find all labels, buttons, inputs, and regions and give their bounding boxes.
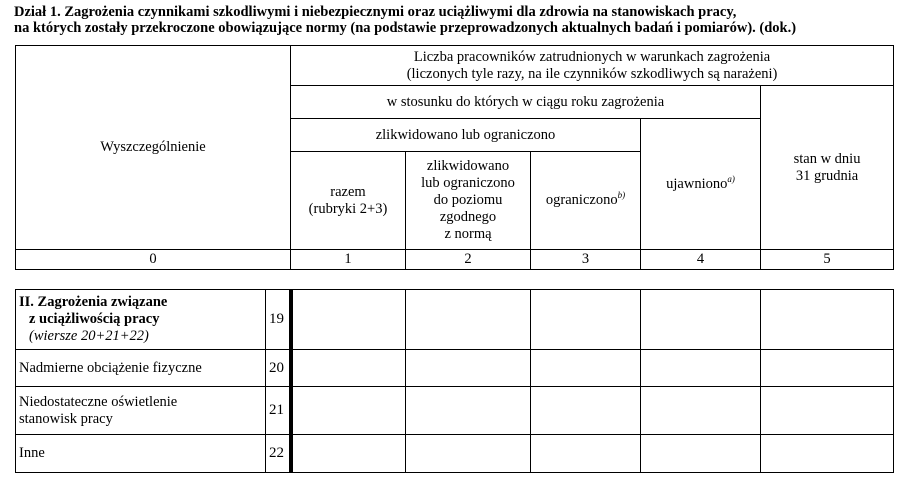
cell-21-1[interactable] — [291, 387, 406, 435]
table-row — [16, 435, 894, 473]
section-title — [14, 4, 904, 36]
header-ujawniono — [641, 119, 761, 250]
header-stan — [761, 86, 894, 250]
header-stan-line-2: 31 grudnia — [795, 167, 859, 184]
footnote-a-marker: a) — [727, 173, 735, 184]
header-zlikw-line-2: lub ograniczono — [421, 175, 515, 191]
cell-19-4[interactable] — [641, 290, 761, 350]
title-line-1: Dział 1. Zagrożenia czynnikami szkodliwymi i niebezpiecznymi oraz uciążliwymi dla zdrowia na stanowiskach pracy, — [14, 4, 737, 20]
cell-21-3[interactable] — [531, 387, 641, 435]
header-group-line-1: Liczba pracowników zatrudnionych w warunkach zagrożenia — [413, 48, 771, 65]
cell-19-1[interactable] — [291, 290, 406, 350]
header-zlikw-line-3: do poziomu — [433, 192, 503, 208]
header-group — [291, 46, 894, 86]
table-row — [16, 387, 894, 435]
cell-21-2[interactable] — [406, 387, 531, 435]
row-21-line-2: stanowisk pracy — [19, 410, 113, 427]
header-zlikw-do-normy — [406, 152, 531, 250]
row-21-line-1: Niedostateczne oświetlenie — [19, 393, 178, 410]
cell-22-2[interactable] — [406, 435, 531, 473]
col-number-2: 2 — [406, 250, 531, 270]
cell-20-5[interactable] — [761, 350, 894, 387]
col-number-0: 0 — [16, 250, 291, 270]
cell-22-5[interactable] — [761, 435, 894, 473]
header-stan-line-1: stan w dniu — [793, 150, 861, 167]
cell-21-5[interactable] — [761, 387, 894, 435]
header-wyszczegolnienie: Wyszczególnienie — [16, 46, 291, 250]
row-label-20: Nadmierne obciążenie fizyczne — [16, 350, 266, 387]
cell-20-4[interactable] — [641, 350, 761, 387]
row-label-21 — [16, 387, 266, 435]
col-number-5: 5 — [761, 250, 894, 270]
cell-22-1[interactable] — [291, 435, 406, 473]
cell-20-1[interactable] — [291, 350, 406, 387]
table-row — [16, 290, 894, 350]
row-19-line-1: II. Zagrożenia związane — [19, 294, 168, 310]
cell-19-5[interactable] — [761, 290, 894, 350]
row-number-20: 20 — [266, 350, 291, 387]
cell-21-4[interactable] — [641, 387, 761, 435]
header-razem — [291, 152, 406, 250]
col-number-4: 4 — [641, 250, 761, 270]
row-number-19: 19 — [266, 290, 291, 350]
header-zlikwidowano: zlikwidowano lub ograniczono — [291, 119, 641, 152]
header-table — [15, 45, 894, 270]
cell-22-3[interactable] — [531, 435, 641, 473]
row-label-22: Inne — [16, 435, 266, 473]
header-ograniczono-label: ograniczono — [545, 192, 618, 208]
header-zlikw-line-1: zlikwidowano — [426, 158, 510, 174]
cell-19-2[interactable] — [406, 290, 531, 350]
data-table — [15, 289, 894, 473]
cell-19-3[interactable] — [531, 290, 641, 350]
header-ograniczono — [531, 152, 641, 250]
row-number-21: 21 — [266, 387, 291, 435]
cell-20-3[interactable] — [531, 350, 641, 387]
title-line-2: na których zostały przekroczone obowiązujące normy (na podstawie przeprowadzonych aktualnych badań i pomiarów). (dok.) — [14, 20, 797, 36]
header-zlikw-line-5: z normą — [444, 226, 492, 242]
header-ujawniono-label: ujawniono — [666, 175, 728, 192]
col-number-3: 3 — [531, 250, 641, 270]
header-zlikw-line-4: zgodnego — [439, 209, 497, 225]
col-number-1: 1 — [291, 250, 406, 270]
table-row — [16, 350, 894, 387]
row-number-22: 22 — [266, 435, 291, 473]
cell-20-2[interactable] — [406, 350, 531, 387]
row-label-19 — [16, 290, 266, 350]
row-19-line-3: (wiersze 20+21+22) — [29, 328, 149, 344]
header-w-stosunku: w stosunku do których w ciągu roku zagrożenia — [291, 86, 761, 119]
footnote-b-marker: b) — [617, 190, 626, 201]
row-19-line-2: z uciążliwością pracy — [29, 311, 160, 327]
header-group-line-2: (liczonych tyle razy, na ile czynników szkodliwych są narażeni) — [406, 65, 778, 82]
header-razem-line-1: razem — [330, 183, 366, 200]
cell-22-4[interactable] — [641, 435, 761, 473]
header-razem-line-2: (rubryki 2+3) — [308, 200, 388, 217]
